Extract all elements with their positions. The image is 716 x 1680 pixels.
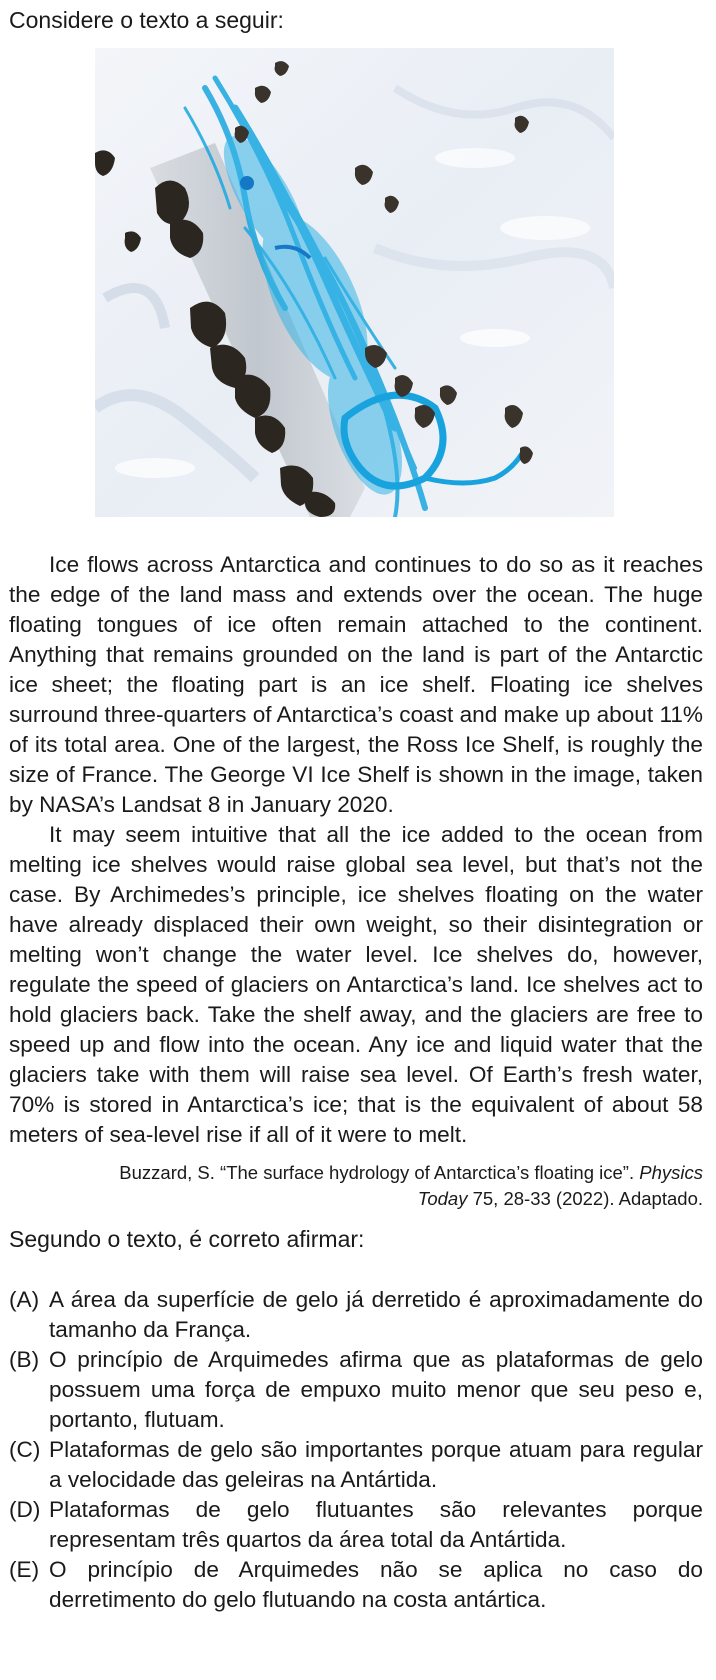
passage — [9, 550, 703, 1150]
citation — [9, 1160, 703, 1212]
option-text: Plataformas de gelo são importantes porque atuam para regular a velocidade das geleiras na Antártida. — [49, 1437, 703, 1492]
option-a[interactable] — [9, 1285, 703, 1345]
option-letter: (A) — [9, 1287, 40, 1312]
citation-journal-part2: Today — [417, 1188, 468, 1209]
intro-text: Considere o texto a seguir: — [9, 7, 284, 33]
option-letter: (C) — [9, 1437, 41, 1462]
question-stem: Segundo o texto, é correto afirmar: — [9, 1226, 365, 1252]
option-text: Plataformas de gelo flutuantes são relevantes porque representam três quartos da área total da Antártida. — [49, 1497, 703, 1552]
option-letter: (D) — [9, 1497, 41, 1522]
exam-page — [9, 0, 703, 1615]
option-d[interactable] — [9, 1495, 703, 1555]
option-b[interactable] — [9, 1345, 703, 1435]
option-e[interactable] — [9, 1555, 703, 1615]
option-text: A área da superfície de gelo já derretido é aproximadamente do tamanho da França. — [49, 1287, 703, 1342]
option-letter: (E) — [9, 1557, 40, 1582]
passage-paragraph-1: Ice flows across Antarctica and continues to do so as it reaches the edge of the land mass and extends over the ocean. The huge floating tongues of ice often remain attached to the continent. Anything that remains grounded on the land is part of the Antarctic ice sheet; the floating part is an ice shelf. Floating ice shelves surround three-quarters of Antarctica’s coast and make up about 11% of its total area. One of the largest, the Ross Ice Shelf, is roughly the size of France. The George VI Ice Shelf is shown in the image, taken by NASA’s Landsat 8 in January 2020. — [9, 552, 703, 817]
option-text: O princípio de Arquimedes afirma que as plataformas de gelo possuem uma força de empuxo muito menor que seu peso e, portanto, flutuam. — [49, 1347, 703, 1432]
citation-journal-part1: Physics — [639, 1162, 703, 1183]
satellite-image — [95, 48, 614, 517]
satellite-image-icon — [95, 48, 614, 517]
answer-options — [9, 1285, 703, 1615]
option-text: O princípio de Arquimedes não se aplica no caso do derretimento do gelo flutuando na costa antártica. — [49, 1557, 703, 1612]
citation-prefix: Buzzard, S. “The surface hydrology of Antarctica’s floating ice”. — [119, 1162, 640, 1183]
passage-paragraph-2: It may seem intuitive that all the ice added to the ocean from melting ice shelves would raise global sea level, but that’s not the case. By Archimedes’s principle, ice shelves floating on the water have already displaced their own weight, so their disintegration or melting won’t change the water level. Ice shelves do, however, regulate the speed of glaciers on Antarctica’s land. Ice shelves act to hold glaciers back. Take the shelf away, and the glaciers are free to speed up and flow into the ocean. Any ice and liquid water that the glaciers take with them will raise sea level. Of Earth’s fresh water, 70% is stored in Antarctica’s ice; that is the equivalent of about 58 meters of sea-level rise if all of it were to melt. — [9, 822, 703, 1147]
citation-suffix: 75, 28-33 (2022). Adaptado. — [467, 1188, 703, 1209]
option-c[interactable] — [9, 1435, 703, 1495]
option-letter: (B) — [9, 1347, 40, 1372]
